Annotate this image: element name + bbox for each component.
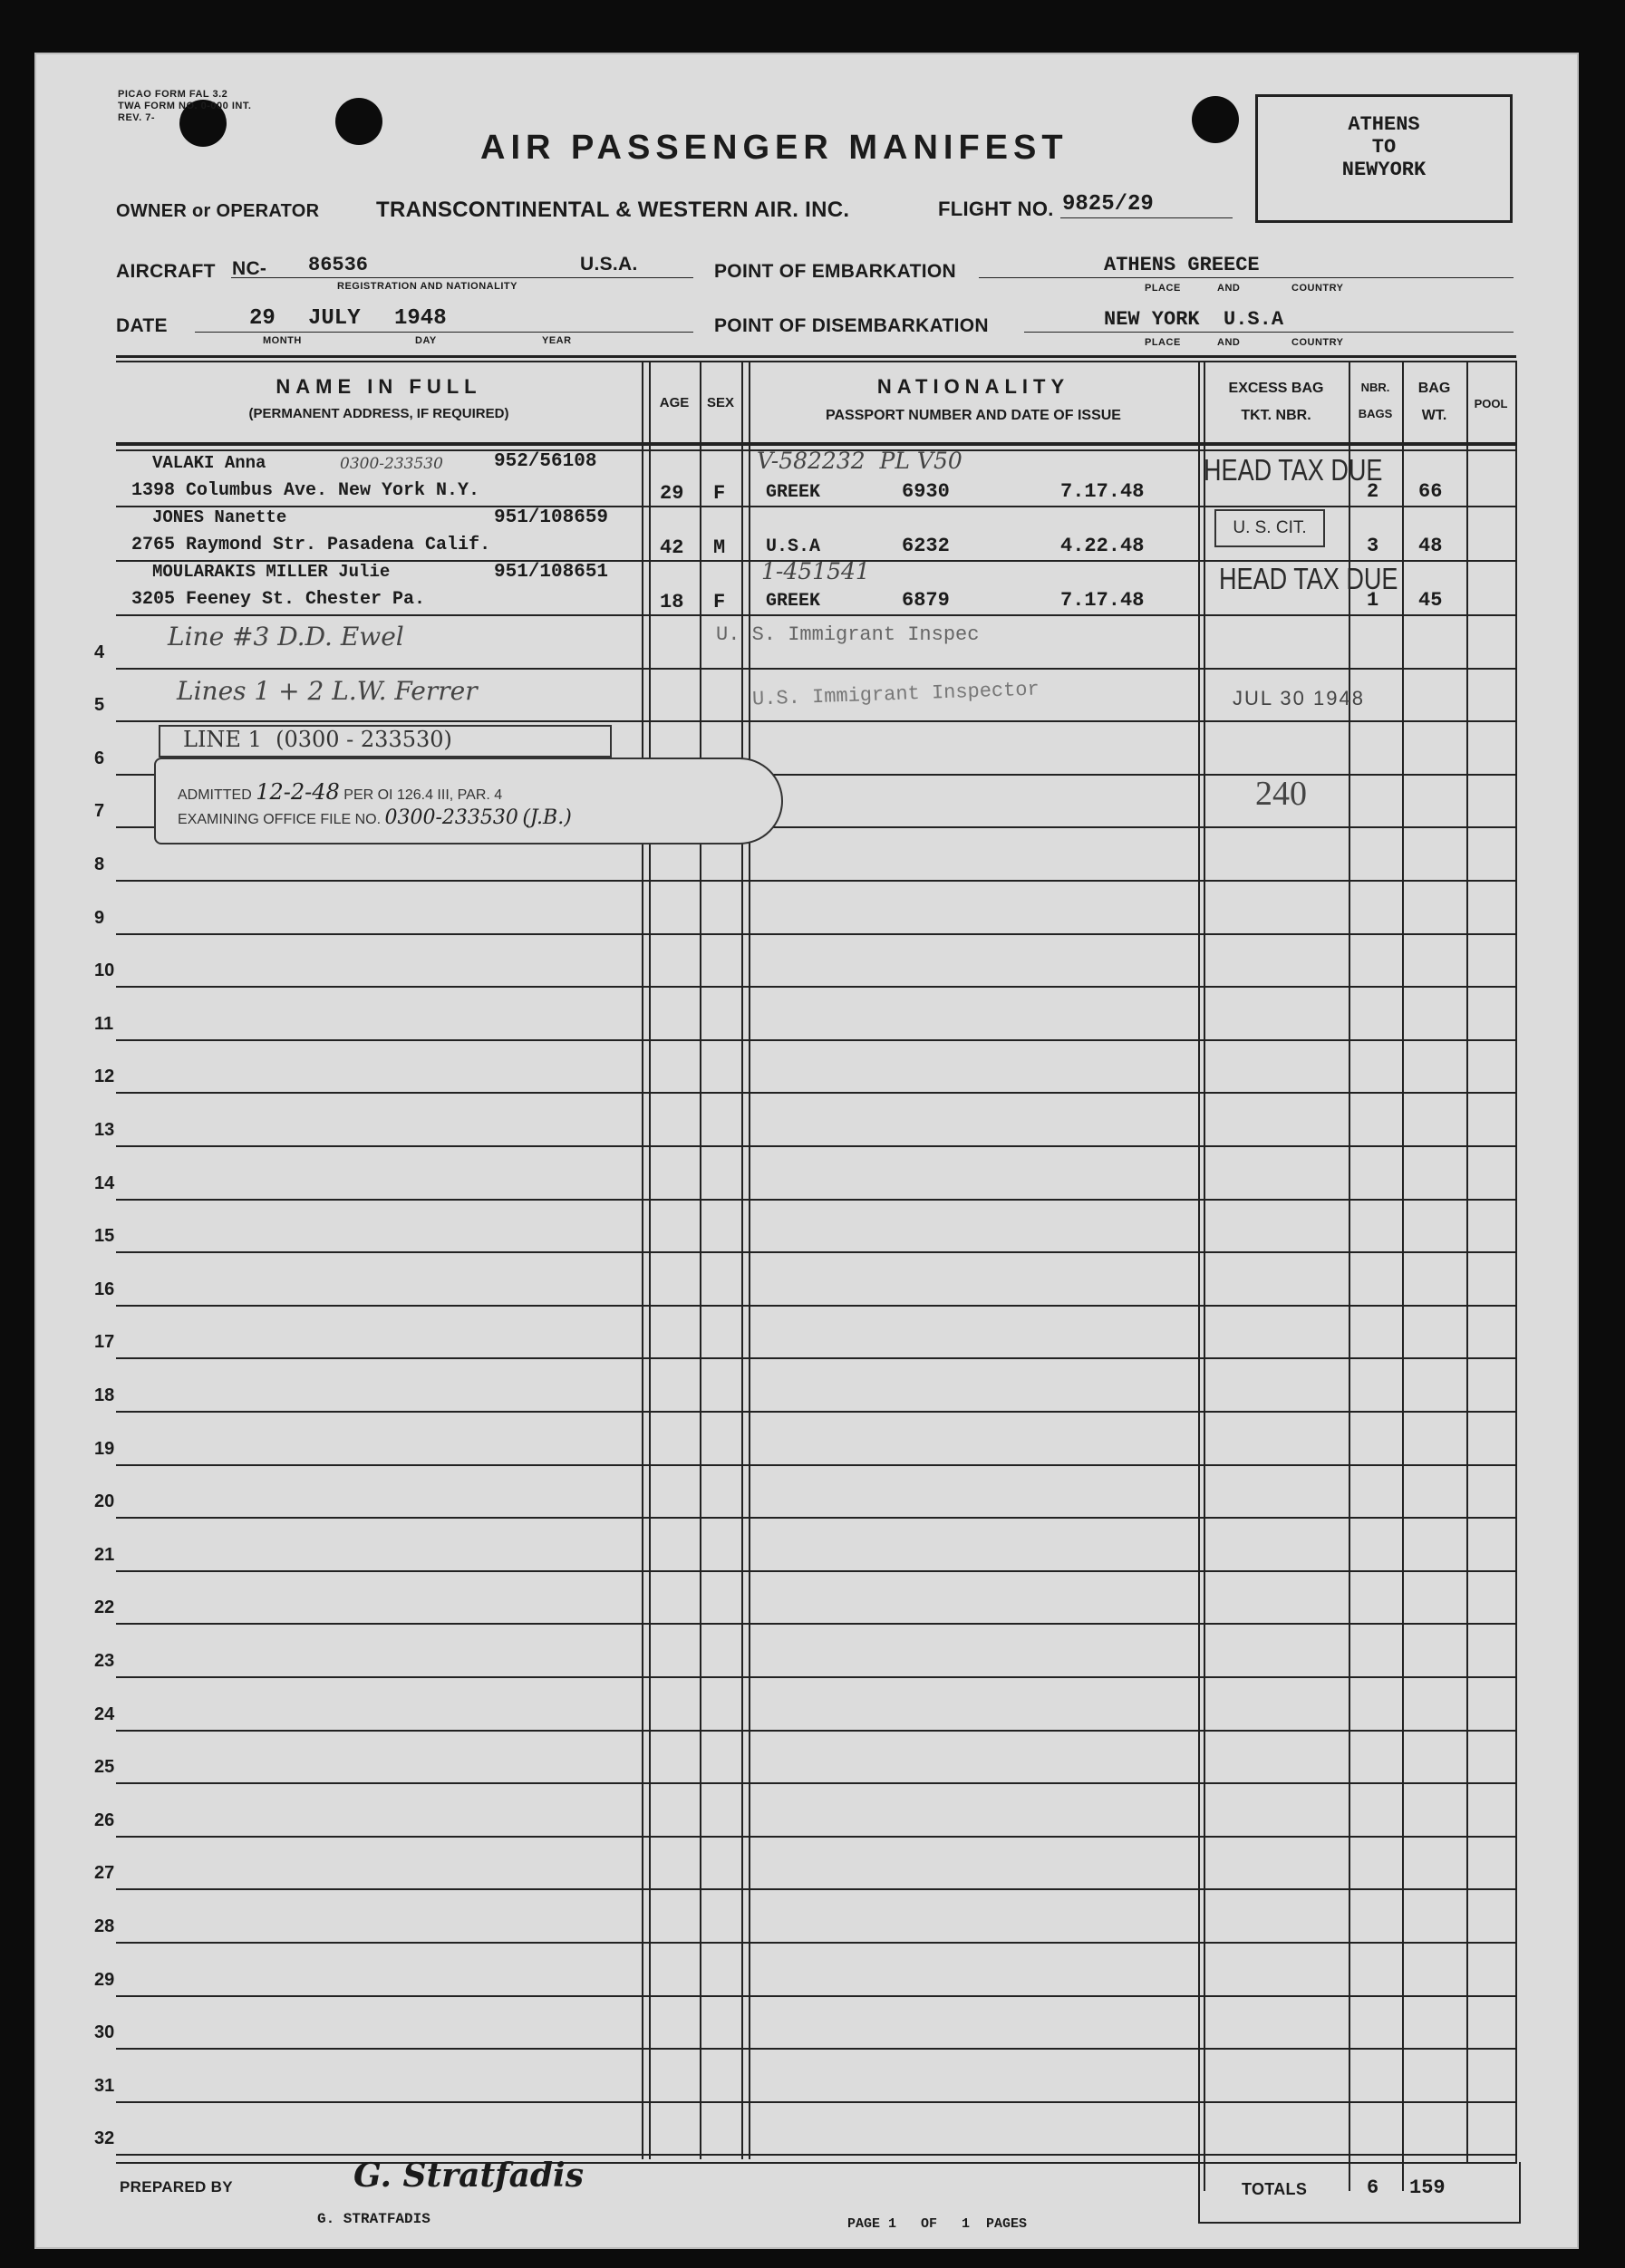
row-rule: [116, 2048, 1516, 2050]
aircraft-prefix: NC-: [232, 258, 267, 279]
form-id-line-1: PICAO FORM FAL 3.2: [118, 89, 228, 100]
passenger-1-ref: 952/56108: [494, 451, 597, 472]
file-initials: (J.B.): [522, 806, 572, 829]
passenger-1-sex: F: [713, 482, 726, 505]
form-id-line-2: TWA FORM NO. 0-000 INT.: [118, 101, 252, 111]
row-rule: [116, 880, 1516, 882]
passenger-1-address: 1398 Columbus Ave. New York N.Y.: [131, 480, 480, 501]
total-bags: 6: [1367, 2176, 1379, 2199]
total-weight: 159: [1409, 2176, 1446, 2199]
row-rule: [116, 1357, 1516, 1359]
admitted-line-2: [178, 806, 572, 829]
row-rule: [116, 933, 1516, 935]
passenger-3-name: MOULARAKIS MILLER Julie: [152, 562, 391, 582]
disembarkation-label: POINT OF DISEMBARKATION: [714, 315, 989, 336]
row-rule: [116, 1836, 1516, 1838]
file-number: 0300-233530: [384, 806, 518, 829]
passenger-2-nationality: U.S.A: [766, 536, 821, 557]
row-number: 7: [94, 801, 105, 822]
line6-annotation-text: LINE 1 (0300 - 233530): [183, 727, 452, 752]
passenger-2-bags: 3: [1367, 535, 1379, 557]
col-nbr-title: NBR.: [1360, 381, 1390, 394]
admitted-stamp: [154, 758, 783, 844]
row-rule-1: [116, 506, 1516, 507]
row-rule: [116, 1411, 1516, 1413]
prepared-by-label: PREPARED BY: [120, 2178, 233, 2196]
passenger-2-issued: 4.22.48: [1060, 535, 1145, 557]
punch-hole-right: [1192, 96, 1239, 143]
passenger-3-sex: F: [713, 591, 726, 613]
date-underline: [195, 332, 693, 333]
row-rule: [116, 1039, 1516, 1041]
col-name-sub: (PERMANENT ADDRESS, IF REQUIRED): [248, 406, 509, 421]
col-line-wt: [1402, 361, 1404, 2191]
table-top-rule-2: [116, 361, 1516, 362]
route-from: ATHENS: [1348, 113, 1420, 136]
date-day: 29: [249, 306, 276, 331]
passenger-3-address: 3205 Feeney St. Chester Pa.: [131, 589, 426, 610]
table-top-rule: [116, 355, 1516, 358]
passenger-3-bags: 1: [1367, 589, 1379, 612]
file-label: EXAMINING OFFICE FILE NO.: [178, 812, 382, 827]
row-number: 9: [94, 907, 105, 928]
row-rule: [116, 1995, 1516, 1997]
passenger-1-passport-hand: V-582232 PL V50: [757, 448, 962, 474]
embarkation-label: POINT OF EMBARKATION: [714, 261, 956, 282]
row-number: 20: [94, 1491, 115, 1512]
row-number: 24: [94, 1703, 115, 1724]
passenger-3-ref: 951/108651: [494, 562, 609, 583]
passenger-2-sex: M: [713, 536, 726, 559]
aircraft-nationality: U.S.A.: [580, 254, 638, 275]
admitted-line-1: [178, 779, 502, 805]
line4-inspector-stamp: U. S. Immigrant Inspec: [716, 623, 980, 646]
row-rule: [116, 1623, 1516, 1625]
date-cap-day: DAY: [415, 335, 437, 346]
aircraft-underline: [231, 277, 693, 278]
passenger-2-age: 42: [660, 536, 684, 559]
col-line-right: [1515, 361, 1517, 2164]
row-number: 13: [94, 1120, 115, 1140]
col-line-bags: [1349, 361, 1350, 2191]
arrival-date-stamp: JUL 30 1948: [1233, 687, 1365, 709]
passenger-1-name: VALAKI Anna: [152, 453, 266, 473]
row-number: 16: [94, 1279, 115, 1299]
row-number: 8: [94, 854, 105, 874]
row-rule: [116, 1199, 1516, 1201]
passenger-3-weight: 45: [1418, 589, 1443, 612]
col-header-name: [116, 375, 642, 421]
col-nat-sub: PASSPORT NUMBER AND DATE OF ISSUE: [826, 408, 1121, 423]
punch-hole-center-left: [335, 98, 382, 145]
row-rule: [116, 1145, 1516, 1147]
col-header-nbr: [1349, 381, 1402, 420]
row-rule: [116, 1305, 1516, 1307]
col-header-pool: POOL: [1474, 397, 1508, 410]
row-rule: [116, 668, 1516, 670]
owner-name: TRANSCONTINENTAL & WESTERN AIR. INC.: [376, 198, 850, 222]
row-number: 27: [94, 1863, 115, 1884]
emb-cap-place: PLACE: [1145, 283, 1181, 294]
dis-cap-place: PLACE: [1145, 337, 1181, 348]
flight-underline: [1060, 217, 1233, 218]
preparer-signature: G. Stratfadis: [353, 2157, 585, 2195]
row-number: 4: [94, 642, 105, 662]
row-rule: [116, 2154, 1516, 2156]
passenger-1-nationality: GREEK: [766, 482, 821, 503]
embarkation-value: ATHENS GREECE: [1104, 254, 1260, 276]
passenger-3-passport: 6879: [902, 589, 950, 612]
row-rule: [116, 1942, 1516, 1944]
disembarkation-value: NEW YORK U.S.A: [1104, 308, 1284, 331]
number-stamp: 240: [1255, 775, 1307, 813]
passenger-3-excess-stamp: HEAD TAX DUE: [1219, 562, 1398, 595]
col-header-sex: SEX: [706, 395, 734, 410]
row-rule: [116, 986, 1516, 988]
passenger-2-excess-stamp: U. S. CIT.: [1214, 509, 1325, 547]
passenger-2-name: JONES Nanette: [152, 507, 287, 527]
passenger-2-address: 2765 Raymond Str. Pasadena Calif.: [131, 535, 491, 555]
aircraft-label: AIRCRAFT: [116, 261, 216, 282]
col-wt-sub: WT.: [1421, 408, 1447, 423]
col-name-title: NAME IN FULL: [276, 375, 482, 398]
owner-label: OWNER or OPERATOR: [116, 201, 320, 221]
row-rule-2: [116, 560, 1516, 562]
col-excess-title: EXCESS BAG: [1228, 381, 1324, 396]
date-cap-year: YEAR: [542, 335, 572, 346]
row-number: 25: [94, 1757, 115, 1778]
line6-annotation-box: [159, 725, 612, 758]
row-number: 5: [94, 695, 105, 716]
row-number: 28: [94, 1916, 115, 1936]
row-rule: [116, 720, 1516, 722]
line5-inspector-stamp: U.S. Immigrant Inspector: [751, 678, 1040, 711]
row-rule: [116, 1888, 1516, 1890]
preparer-name: G. STRATFADIS: [317, 2211, 430, 2227]
flight-label: FLIGHT NO.: [938, 198, 1054, 220]
flight-number: 9825/29: [1062, 192, 1154, 217]
col-line-excess-b: [1204, 361, 1205, 2191]
totals-label: TOTALS: [1242, 2180, 1308, 2198]
col-nat-title: NATIONALITY: [876, 375, 1070, 398]
row-number: 10: [94, 960, 115, 981]
row-rule: [116, 1730, 1516, 1732]
row-number: 18: [94, 1385, 115, 1405]
row-number: 6: [94, 748, 105, 768]
col-header-excess: [1204, 381, 1349, 424]
row-number: 29: [94, 1969, 115, 1990]
passenger-3-passport-hand: 1-451541: [761, 558, 870, 584]
col-line-pool: [1466, 361, 1468, 2164]
line4-signature: Line #3 D.D. Ewel: [168, 622, 404, 651]
row-number: 15: [94, 1226, 115, 1247]
page-title: AIR PASSENGER MANIFEST: [480, 129, 1069, 167]
passenger-1-weight: 66: [1418, 480, 1443, 503]
passenger-1-age: 29: [660, 482, 684, 505]
date-label: DATE: [116, 315, 168, 336]
col-excess-sub: TKT. NBR.: [1241, 408, 1311, 423]
passenger-2-weight: 48: [1418, 535, 1443, 557]
row-number: 17: [94, 1332, 115, 1353]
row-number: 30: [94, 2022, 115, 2043]
passenger-1-passport: 6930: [902, 480, 950, 503]
dis-cap-and: AND: [1217, 337, 1241, 348]
admitted-date: 12-2-48: [256, 779, 340, 805]
emb-cap-country: COUNTRY: [1291, 283, 1344, 294]
route-to-word: TO: [1371, 136, 1397, 159]
passenger-3-age: 18: [660, 591, 684, 613]
passenger-3-nationality: GREEK: [766, 591, 821, 612]
row-rule: [116, 2101, 1516, 2103]
col-nbr-sub: BAGS: [1358, 407, 1393, 420]
row-number: 14: [94, 1173, 115, 1193]
row-number: 26: [94, 1810, 115, 1830]
embarkation-underline: [979, 277, 1514, 278]
admitted-label: ADMITTED: [178, 787, 252, 803]
route-box: [1255, 94, 1513, 223]
page-count: PAGE 1 OF 1 PAGES: [847, 2216, 1028, 2232]
col-header-wt: [1402, 381, 1466, 424]
admitted-rule: PER OI 126.4 III, PAR. 4: [343, 787, 503, 803]
passenger-1-bags: 2: [1367, 480, 1379, 503]
row-rule: [116, 1570, 1516, 1572]
row-rule: [116, 1676, 1516, 1678]
row-rule-3: [116, 614, 1516, 616]
col-header-age: AGE: [659, 395, 690, 410]
aircraft-number: 86536: [308, 254, 369, 276]
form-id: [118, 89, 251, 124]
row-number: 12: [94, 1066, 115, 1087]
row-number: 11: [94, 1013, 114, 1034]
header-bottom-rule: [116, 442, 1516, 446]
aircraft-caption: REGISTRATION AND NATIONALITY: [337, 281, 517, 292]
row-number: 21: [94, 1544, 115, 1565]
row-rule: [116, 1251, 1516, 1253]
passenger-1-file-hand: 0300-233530: [340, 455, 443, 473]
date-year: 1948: [394, 306, 447, 331]
passenger-2-passport: 6232: [902, 535, 950, 557]
disembarkation-underline: [1024, 332, 1514, 333]
row-number: 19: [94, 1438, 115, 1459]
row-rule: [116, 1464, 1516, 1466]
row-number: 23: [94, 1651, 115, 1671]
row-rule: [116, 1092, 1516, 1094]
passenger-3-issued: 7.17.48: [1060, 589, 1145, 612]
row-number: 22: [94, 1597, 115, 1618]
row-rule: [116, 1517, 1516, 1519]
col-line-excess: [1198, 361, 1200, 2191]
passenger-1-excess-stamp: HEAD TAX DUE: [1204, 453, 1383, 487]
dis-cap-country: COUNTRY: [1291, 337, 1344, 348]
col-wt-title: BAG: [1417, 381, 1451, 396]
date-cap-month: MONTH: [263, 335, 302, 346]
date-month: JULY: [308, 306, 361, 331]
row-number: 32: [94, 2128, 115, 2149]
route-to: NEWYORK: [1341, 159, 1427, 181]
passenger-1-issued: 7.17.48: [1060, 480, 1145, 503]
row-number: 31: [94, 2075, 115, 2096]
passenger-2-ref: 951/108659: [494, 507, 609, 528]
form-id-line-3: REV. 7-: [118, 112, 156, 123]
line5-signature: Lines 1 + 2 L.W. Ferrer: [177, 676, 478, 706]
emb-cap-and: AND: [1217, 283, 1241, 294]
col-header-nationality: [749, 375, 1198, 424]
row-rule: [116, 1782, 1516, 1784]
